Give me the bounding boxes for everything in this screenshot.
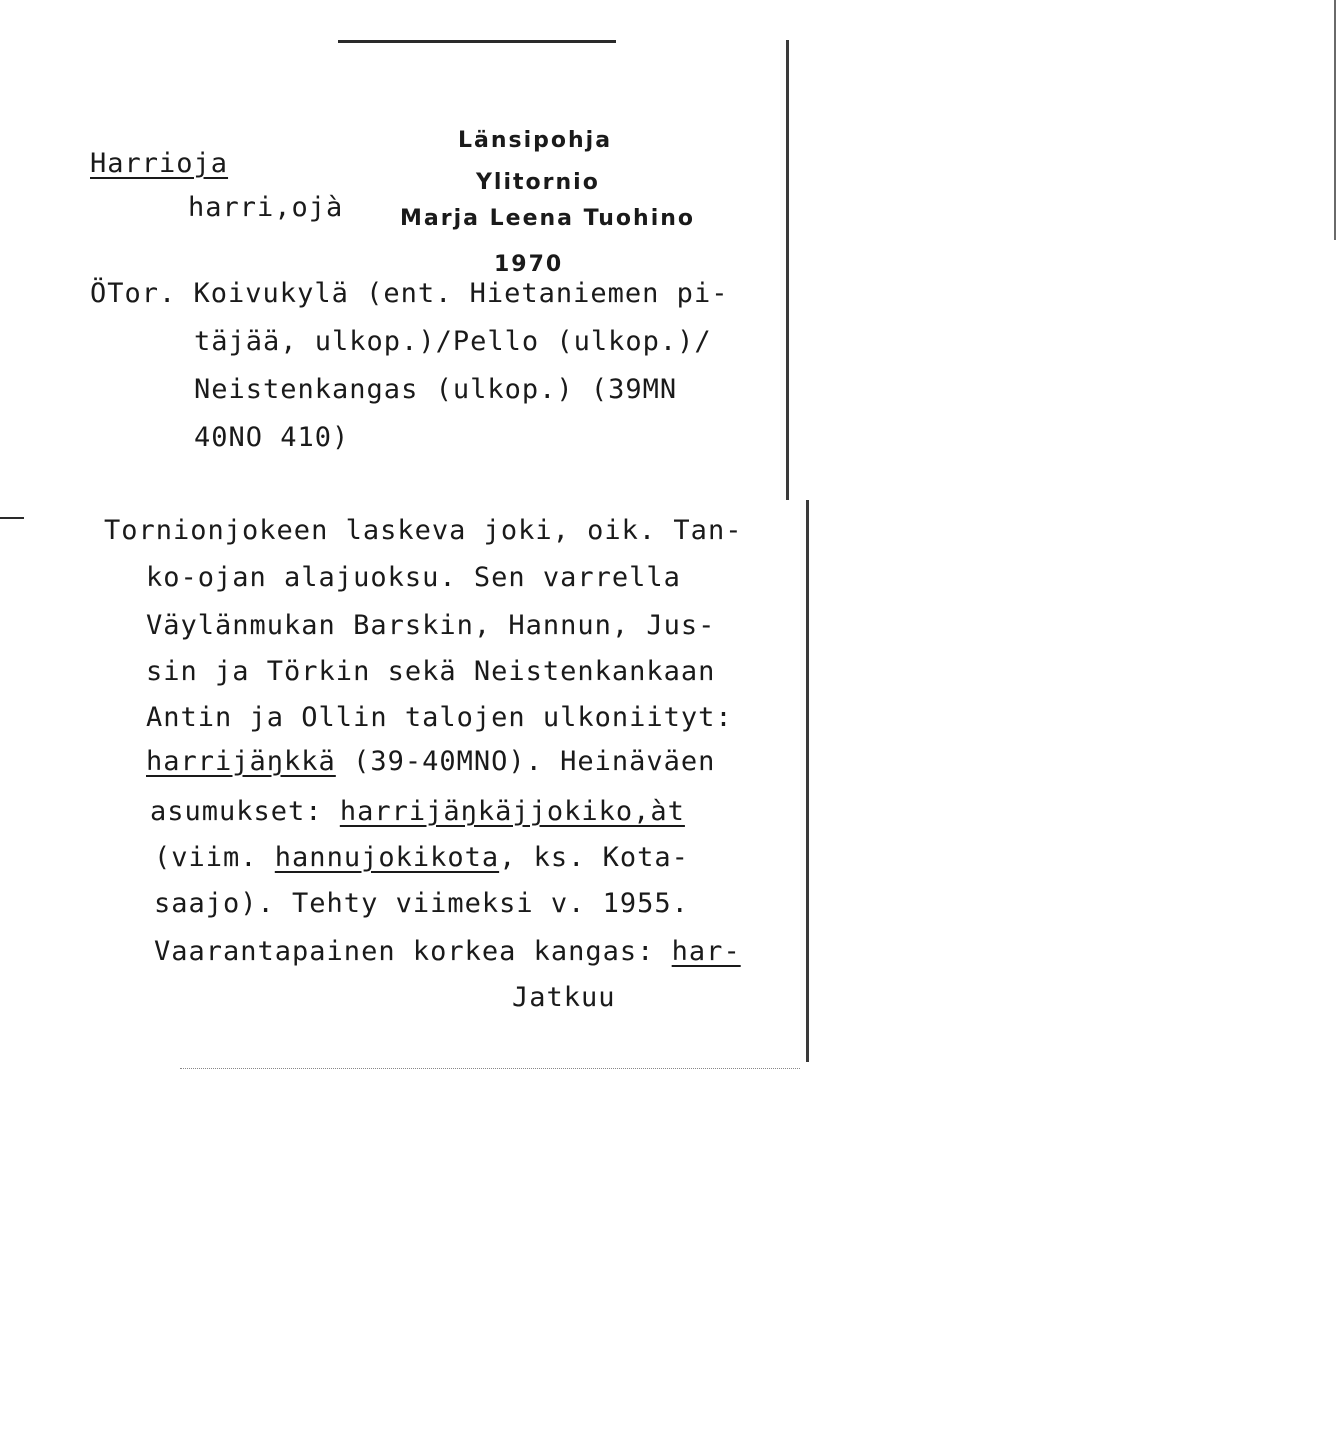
continues-label: Jatkuu	[512, 982, 616, 1013]
description-line: asumukset: harrijäŋkäjjokiko‚àt	[150, 796, 685, 827]
headword: Harrioja	[90, 148, 229, 179]
scan-edge	[1334, 0, 1336, 240]
place-name: harrijäŋkäjjokiko‚àt	[339, 796, 685, 827]
description-line: sin ja Törkin sekä Neistenkankaan	[146, 656, 716, 687]
parish-stamp: Ylitornio	[476, 170, 600, 195]
location-line: täjää, ulkop.)/Pello (ulkop.)/	[194, 326, 712, 357]
card-edge-lower	[806, 500, 809, 1062]
top-rule	[338, 40, 616, 43]
description-line: ko-ojan alajuoksu. Sen varrella	[146, 562, 681, 593]
left-mark	[0, 517, 24, 519]
description-line: Antin ja Ollin talojen ulkoniityt:	[146, 702, 733, 733]
region-stamp: Länsipohja	[458, 128, 613, 153]
description-line: harrijäŋkkä (39-40MNO). Heinäväen	[146, 746, 716, 777]
description-line: (viim. hannujokikota, ks. Kota-	[154, 842, 689, 873]
place-name: harrijäŋkkä	[146, 746, 336, 777]
description-line: Tornionjokeen laskeva joki, oik. Tan-	[104, 515, 743, 546]
description-line: Väylänmukan Barskin, Hannun, Jus-	[146, 610, 716, 641]
place-name: har-	[671, 936, 741, 967]
bottom-edge	[180, 1068, 800, 1069]
collector-stamp: Marja Leena Tuohino	[400, 206, 696, 231]
location-line: ÖTor. Koivukylä (ent. Hietaniemen pi-	[90, 278, 729, 309]
place-name: hannujokikota	[274, 842, 500, 873]
location-line: Neistenkangas (ulkop.) (39MN	[194, 374, 678, 405]
card-edge-upper	[786, 40, 789, 500]
description-line: Vaarantapainen korkea kangas: har-	[154, 936, 741, 967]
pronunciation: harri‚ojà	[188, 192, 344, 223]
description-line: saajo). Tehty viimeksi v. 1955.	[154, 888, 689, 919]
year-stamp: 1970	[494, 252, 564, 277]
location-line: 40NO 410)	[194, 422, 350, 453]
